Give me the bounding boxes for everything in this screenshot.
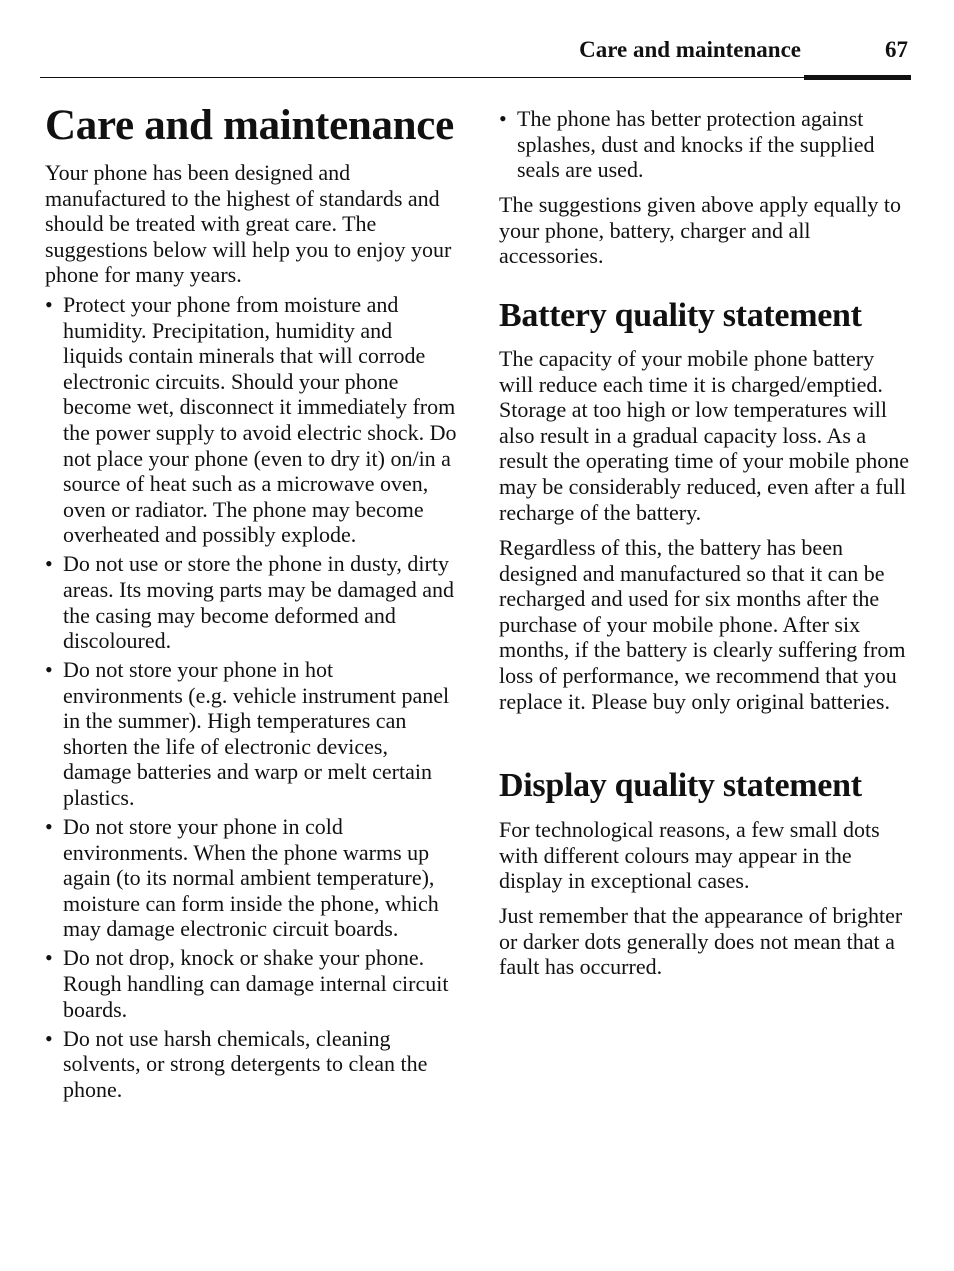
list-item-text: Do not use harsh chemicals, cleaning solvents, or strong detergents to clean the phone. — [63, 1025, 428, 1102]
closing-paragraph: The suggestions given above apply equally to your phone, battery, charger and all accessories. — [499, 192, 902, 269]
header-rule — [40, 77, 911, 78]
list-item — [45, 1026, 457, 1103]
display-heading: Display quality statement — [499, 767, 862, 804]
display-paragraph-1: For technological reasons, a few small dots with different colours may appear in the display in exceptional cases. — [499, 817, 880, 894]
care-tips-list — [45, 292, 457, 1102]
list-item-text: Do not drop, knock or shake your phone. Rough handling can damage internal circuit boards. — [63, 945, 449, 1022]
list-item-text: Protect your phone from moisture and humidity. Precipitation, humidity and liquids contain minerals that will corrode electronic circuits. Should your phone become wet, disconnect it immediately from the power supply to avoid electric shock. Do not place your phone (even to dry it) on/in a source of heat such as a microwave oven, oven or radiator. The phone may become overheated and possibly explode. — [63, 292, 457, 548]
bullet-icon: • — [45, 945, 53, 971]
battery-paragraph-2: Regardless of this, the battery has been designed and manufactured so that it can be recharged and used for six months after the purchase of your mobile phone. After six months, if the battery is clearly suffering from loss of performance, we recommend that you replace it. Please buy only original batteries. — [499, 535, 906, 714]
battery-paragraph-1: The capacity of your mobile phone battery will reduce each time it is charged/emptied. Storage at too high or low temperatures will also result in a gradual capacity loss. As a result the operating time of your mobile phone may be considerably reduced, even after a full recharge of the battery. — [499, 346, 909, 525]
list-item — [45, 945, 457, 1022]
care-tips-list-continued — [499, 106, 911, 183]
intro-paragraph: Your phone has been designed and manufactured to the highest of standards and should be treated with great care. The suggestions below will help you to enjoy your phone for many years. — [45, 160, 452, 288]
page-number: 67 — [885, 37, 908, 62]
display-paragraph-2: Just remember that the appearance of brighter or darker dots generally does not mean that a fault has occurred. — [499, 903, 903, 980]
page-header — [40, 36, 911, 78]
list-item — [45, 657, 457, 811]
page-number-rule — [804, 75, 911, 80]
list-item — [499, 106, 911, 183]
battery-heading: Battery quality statement — [499, 297, 862, 334]
list-item — [45, 814, 457, 942]
list-item-text: Do not use or store the phone in dusty, dirty areas. Its moving parts may be damaged and the casing may become deformed and discoloured. — [63, 551, 454, 654]
bullet-icon: • — [45, 551, 53, 577]
bullet-icon: • — [45, 1025, 53, 1051]
list-item — [45, 292, 457, 548]
bullet-icon: • — [45, 657, 53, 683]
bullet-icon: • — [45, 814, 53, 840]
list-item-text: Do not store your phone in cold environments. When the phone warms up again (to its normal ambient temperature), moisture can form inside the phone, which may damage electronic circuit boards. — [63, 814, 439, 942]
list-item — [45, 551, 457, 653]
list-item-text: The phone has better protection against splashes, dust and knocks if the supplied seals are used. — [517, 106, 875, 183]
list-item-text: Do not store your phone in hot environments (e.g. vehicle instrument panel in the summer). High temperatures can shorten the life of electronic devices, damage batteries and warp or melt certain plastics. — [63, 657, 450, 811]
bullet-icon: • — [499, 106, 507, 131]
page-title: Care and maintenance — [45, 102, 454, 149]
bullet-icon: • — [45, 292, 53, 317]
running-title: Care and maintenance — [579, 37, 801, 62]
